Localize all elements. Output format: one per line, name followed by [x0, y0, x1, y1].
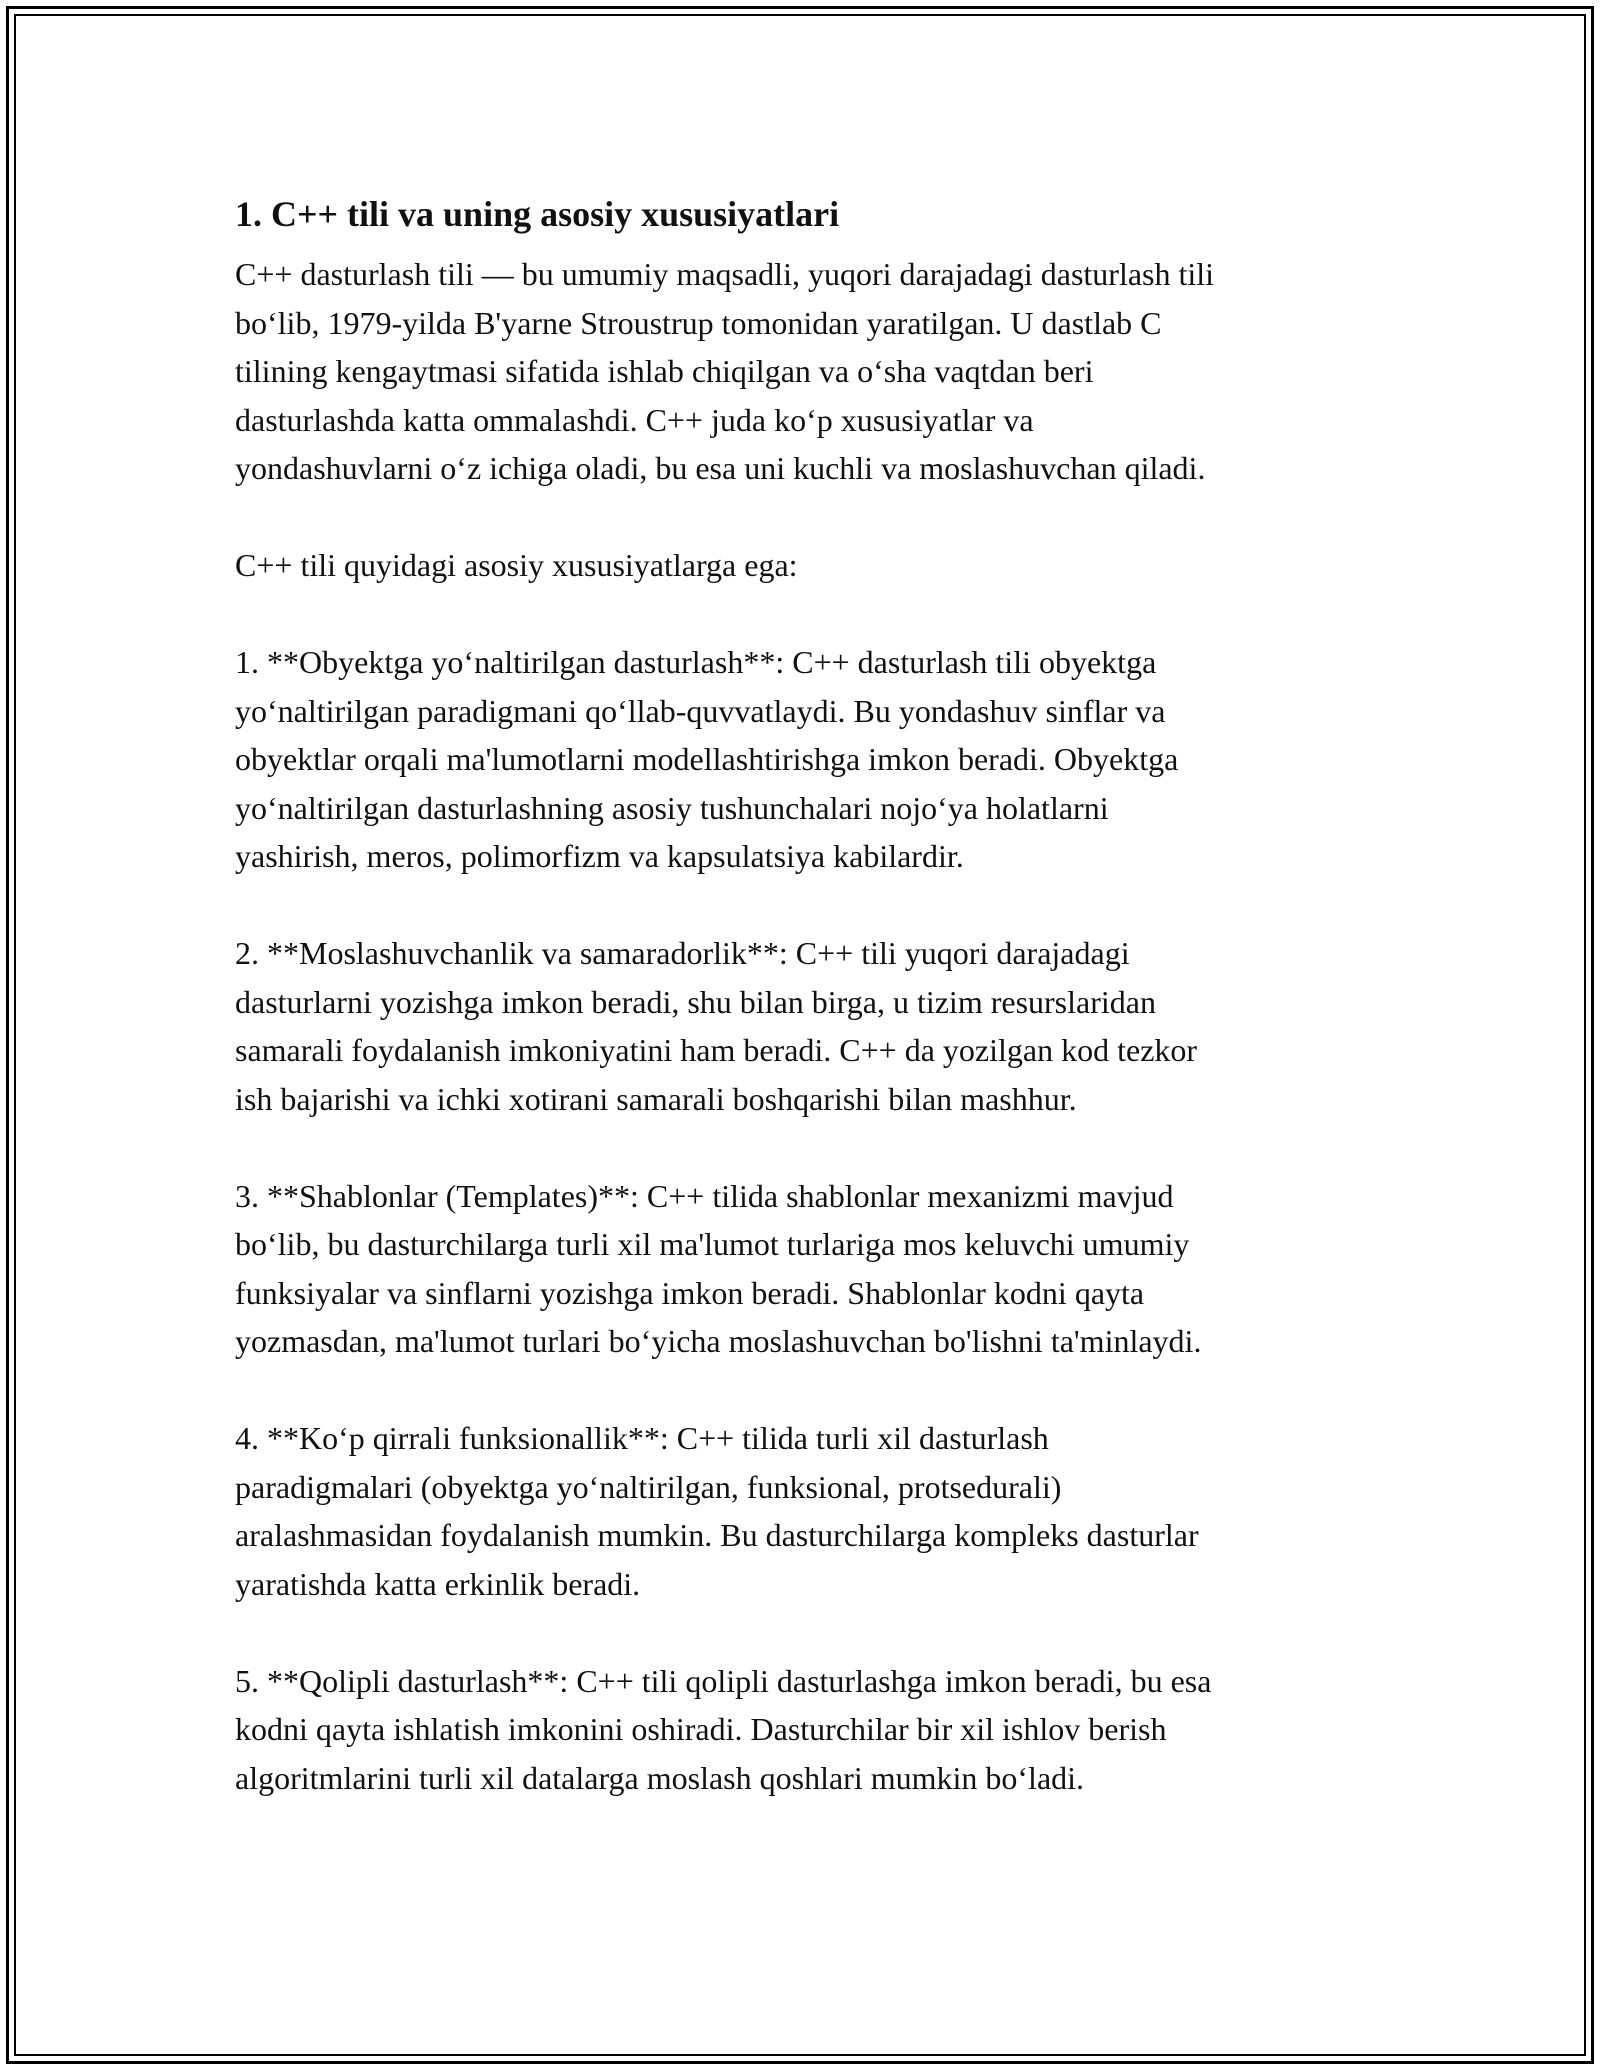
text-line: tilining kengaytmasi sifatida ishlab chiqilgan va o‘sha vaqtdan beri: [235, 353, 1094, 389]
text-line: yaratishda katta erkinlik beradi.: [235, 1565, 641, 1602]
paragraph-features-lead: [235, 541, 1395, 590]
paragraph-feature-2: [235, 929, 1395, 1123]
text-line: C++ tili quyidagi asosiy xususiyatlarga ega:: [235, 547, 798, 583]
text-line: 3. **Shablonlar (Templates)**: C++ tilida shablonlar mexanizmi mavjud: [235, 1177, 1174, 1214]
document-body: [235, 186, 1395, 1851]
text-line: yo‘naltirilgan dasturlashning asosiy tushunchalari nojo‘ya holatlarni: [235, 789, 1109, 826]
text-line: paradigmalari (obyektga yo‘naltirilgan, funksional, protsedurali): [235, 1468, 1062, 1505]
text-line: obyektlar orqali ma'lumotlarni modellashtirishga imkon beradi. Obyektga: [235, 741, 1179, 777]
text-line: 2. **Moslashuvchanlik va samaradorlik**: C++ tili yuqori darajadagi: [235, 935, 1130, 971]
paragraph-feature-5: [235, 1657, 1395, 1803]
text-line: bo‘lib, 1979-yilda B'yarne Stroustrup tomonidan yaratilgan. U dastlab C: [235, 304, 1162, 341]
text-line: funksiyalar va sinflarni yozishga imkon beradi. Shablonlar kodni qayta: [235, 1274, 1145, 1311]
text-line: samarali foydalanish imkoniyatini ham beradi. C++ da yozilgan kod tezkor: [235, 1032, 1198, 1068]
text-line: dasturlarni yozishga imkon beradi, shu bilan birga, u tizim resurslaridan: [235, 983, 1156, 1020]
text-line: dasturlashda katta ommalashdi. C++ juda ko‘p xususiyatlar va: [235, 401, 1034, 438]
text-line: C++ dasturlash tili — bu umumiy maqsadli, yuqori darajadagi dasturlash tili: [235, 256, 1215, 292]
text-line: ish bajarishi va ichki xotirani samarali boshqarishi bilan mashhur.: [235, 1080, 1077, 1117]
paragraph-feature-1: [235, 638, 1395, 881]
paragraph-feature-3: [235, 1172, 1395, 1366]
text-line: kodni qayta ishlatish imkonini oshiradi. Dasturchilar bir xil ishlov berish: [235, 1711, 1167, 1747]
text-line: 5. **Qolipli dasturlash**: C++ tili qolipli dasturlashga imkon beradi, bu esa: [235, 1662, 1212, 1699]
text-line: bo‘lib, bu dasturchilarga turli xil ma'lumot turlariga mos keluvchi umumiy: [235, 1226, 1190, 1262]
text-line: yashirish, meros, polimorfizm va kapsulatsiya kabilardir.: [235, 838, 964, 874]
text-line: 4. **Ko‘p qirrali funksionallik**: C++ tilida turli xil dasturlash: [235, 1420, 1049, 1456]
text-line: aralashmasidan foydalanish mumkin. Bu dasturchilarga kompleks dasturlar: [235, 1517, 1199, 1553]
text-line: yondashuvlarni o‘z ichiga oladi, bu esa uni kuchli va moslashuvchan qiladi.: [235, 450, 1206, 486]
text-line: yo‘naltirilgan paradigmani qo‘llab-quvvatlaydi. Bu yondashuv sinflar va: [235, 692, 1166, 729]
paragraph-intro: [235, 250, 1395, 493]
text-line: yozmasdan, ma'lumot turlari bo‘yicha moslashuvchan bo'lishni ta'minlaydi.: [235, 1323, 1202, 1359]
paragraph-feature-4: [235, 1414, 1395, 1608]
document-title: 1. C++ tili va uning asosiy xususiyatlari: [235, 194, 840, 234]
text-line: 1. **Obyektga yo‘naltirilgan dasturlash**: C++ dasturlash tili obyektga: [235, 644, 1157, 680]
text-line: algoritmlarini turli xil datalarga moslash qoshlari mumkin bo‘ladi.: [235, 1759, 1085, 1796]
